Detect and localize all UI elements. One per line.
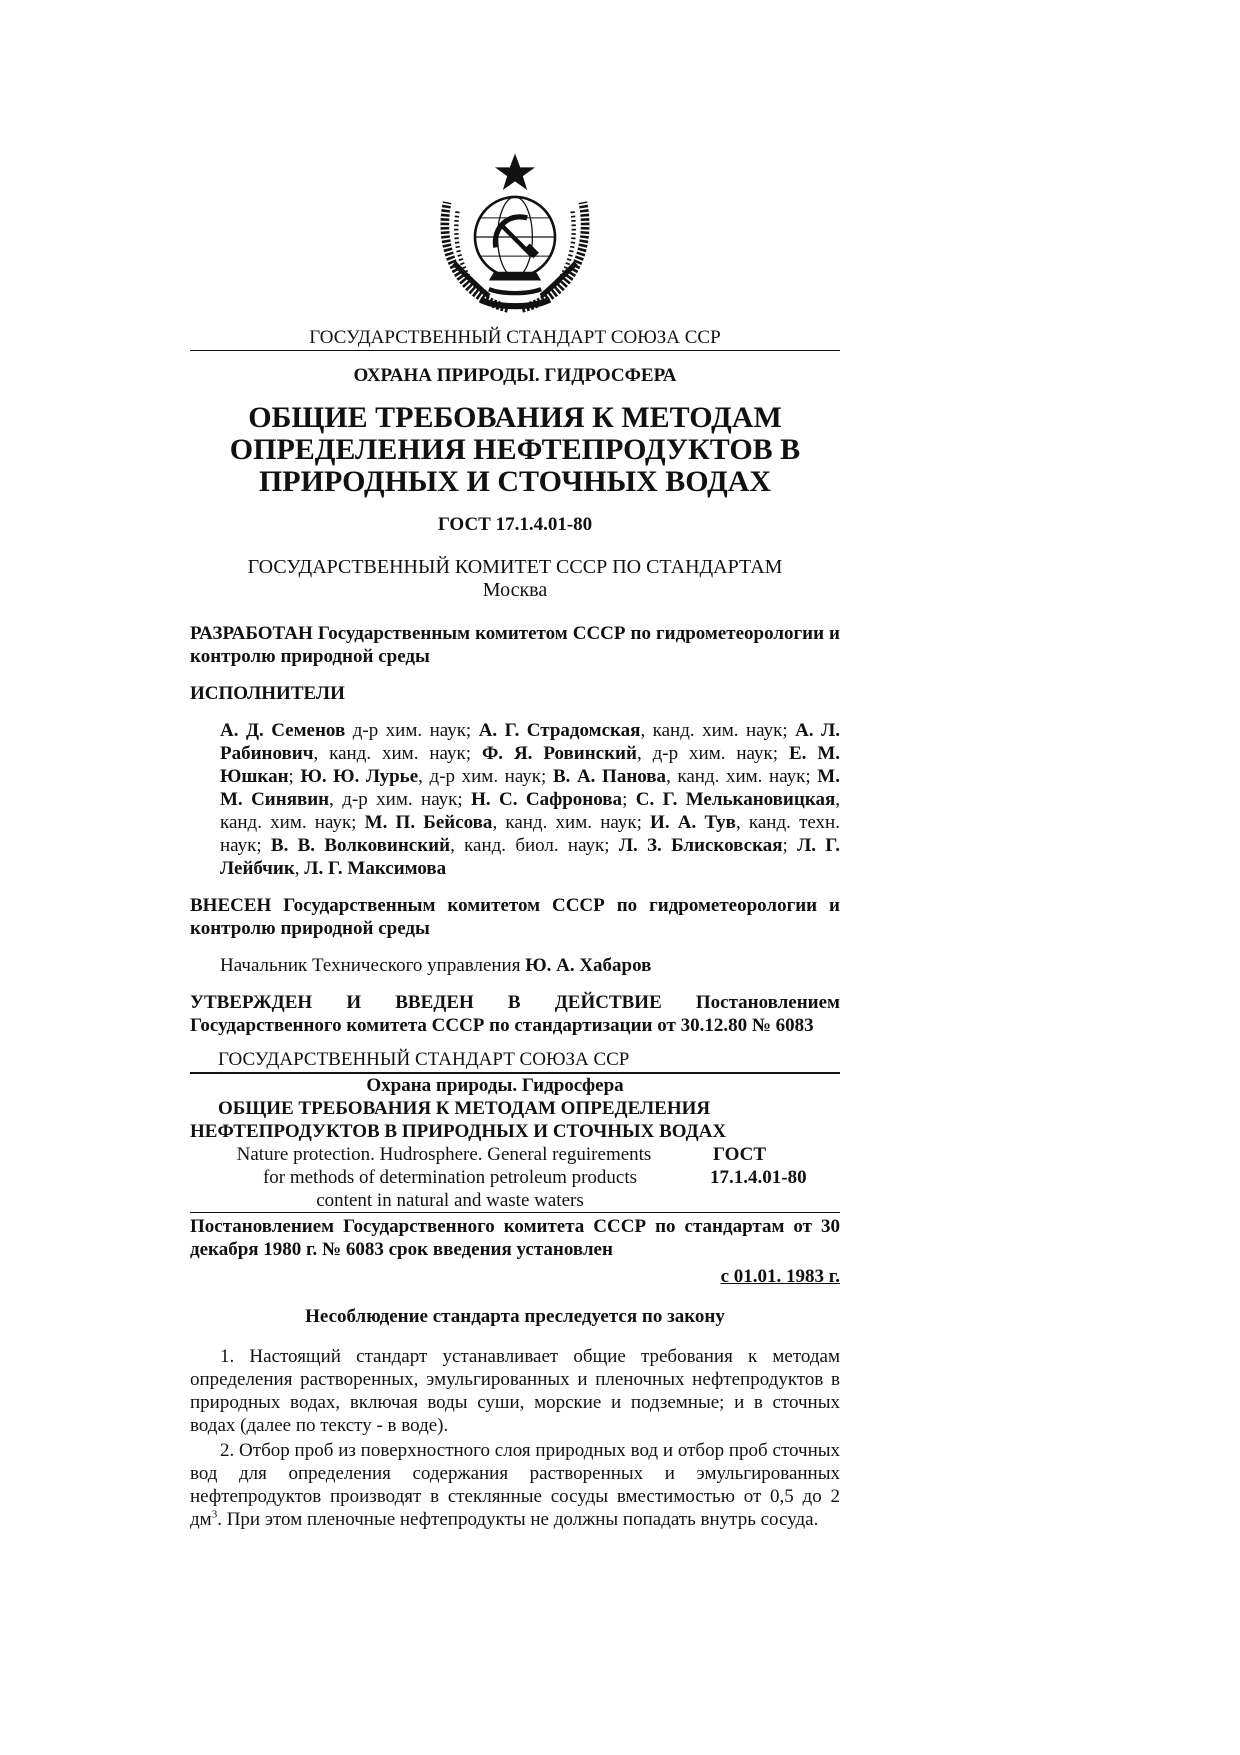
developed-label: РАЗРАБОТАН (190, 623, 313, 644)
executor-degree: , канд. биол. наук; (450, 835, 619, 856)
executor-name: М. П. Бейсова (364, 812, 493, 833)
decree-text: Постановлением Государственного комитета СССР по стандартам от 30 декабря 1980 г. № 6083 срок введения установлен (190, 1216, 840, 1260)
developed-block (190, 622, 840, 668)
executor-degree: , д-р хим. наук; (636, 743, 789, 764)
ussr-state-emblem-icon (428, 150, 602, 324)
introduced-block: ВНЕСЕН Государственным комитетом СССР по гидрометеорологии и контролю природной среды (190, 895, 840, 939)
executor-degree: ; (622, 789, 636, 810)
executor-degree: д-р хим. наук; (345, 720, 479, 741)
title-line: ПРИРОДНЫХ И СТОЧНЫХ ВОДАХ (258, 465, 772, 498)
executor-degree: , канд. хим. наук; (640, 720, 796, 741)
paragraph-1: 1. Настоящий стандарт устанавливает общие требования к методам определения растворенных, эмульгированных и пленочных нефтепродуктов в природных водах, включая воды суши, морские и подземные; и в сточных водах (далее по тексту - в воде). (190, 1346, 840, 1436)
executor-degree: ; (288, 766, 301, 787)
chief-name: Ю. А. Хабаров (525, 955, 652, 976)
executor-name: В. А. Панова (552, 766, 667, 787)
standard-title (190, 1097, 840, 1143)
executor-name: А. Д. Семенов (220, 720, 346, 741)
executor-name: С. Г. Мелькановицкая (635, 789, 836, 810)
executor-name: Л. Г. Лейбчик (220, 835, 840, 879)
executor-name: А. Л. Рабинович (220, 720, 840, 764)
executor-degree: , канд. хим. наук; (220, 789, 841, 833)
executor-degree: , канд. техн. наук; (220, 812, 840, 856)
paragraph-2-tail: . При этом пленочные нефтепродукты не должны попадать внутрь сосуда. (217, 1509, 819, 1530)
legal-notice: Несоблюдение стандарта преследуется по закону (305, 1306, 725, 1327)
title-line: ОБЩИЕ ТРЕБОВАНИЯ К МЕТОДАМ (248, 401, 782, 434)
executors-heading: ИСПОЛНИТЕЛИ (190, 683, 345, 704)
standard-line-top: ГОСУДАРСТВЕННЫЙ СТАНДАРТ СОЮЗА ССР (309, 327, 721, 348)
committee-block (190, 556, 840, 602)
executor-name: И. А. Тув (650, 812, 736, 833)
divider (190, 1212, 840, 1213)
executor-degree: , д-р хим. наук; (329, 789, 472, 810)
executor-name: Л. З. Блисковская (618, 835, 783, 856)
executor-degree: , (294, 858, 305, 879)
english-caption-line: for methods of determination petroleum products (262, 1167, 638, 1188)
executor-name: Ю. Ю. Лурье (300, 766, 419, 787)
section-heading: ОХРАНА ПРИРОДЫ. ГИДРОСФЕРА (353, 365, 677, 386)
standard-title-line: ОБЩИЕ ТРЕБОВАНИЯ К МЕТОДАМ ОПРЕДЕЛЕНИЯ (218, 1098, 711, 1119)
paragraph-2 (190, 1439, 840, 1531)
executor-name: Ф. Я. Ровинский (481, 743, 637, 764)
executor-degree: , д-р хим. наук; (418, 766, 553, 787)
executor-name: М. М. Синявин (220, 766, 840, 810)
document-title (190, 402, 840, 498)
gost-number: ГОСТ 17.1.4.01-80 (437, 514, 593, 535)
developed-text: Государственным комитетом СССР по гидрометеорологии и контролю природной среды (190, 623, 841, 667)
executor-name: Е. М. Юшкан (220, 743, 840, 787)
executor-degree: ; (782, 835, 798, 856)
gost-number-right: 17.1.4.01-80 (710, 1167, 807, 1188)
executors-list (190, 719, 840, 880)
executor-name: Л. Г. Максимова (304, 858, 447, 879)
document-page (190, 150, 840, 1531)
english-caption-line: Nature protection. Hudrosphere. General reguirements (236, 1144, 652, 1165)
executor-degree: , канд. хим. наук; (666, 766, 818, 787)
approved-block: УТВЕРЖДЕН И ВВЕДЕН В ДЕЙСТВИЕ Постановлением Государственного комитета СССР по стандартизации от 30.12.80 № 6083 (190, 992, 840, 1036)
committee-name: ГОСУДАРСТВЕННЫЙ КОМИТЕТ СССР ПО СТАНДАРТАМ (247, 556, 783, 578)
executor-name: В. В. Волковинский (270, 835, 451, 856)
chief-line (190, 954, 840, 977)
divider (190, 350, 840, 351)
standard-title-line: НЕФТЕПРОДУКТОВ В ПРИРОДНЫХ И СТОЧНЫХ ВОДАХ (190, 1121, 727, 1142)
title-line: ОПРЕДЕЛЕНИЯ НЕФТЕПРОДУКТОВ В (229, 433, 801, 466)
executor-name: А. Г. Страдомская (478, 720, 641, 741)
gost-label: ГОСТ (713, 1144, 767, 1165)
chief-prefix: Начальник Технического управления (220, 955, 526, 976)
city: Москва (482, 579, 548, 601)
executor-degree: , канд. хим. наук; (313, 743, 482, 764)
executor-name: Н. С. Сафронова (471, 789, 623, 810)
effective-date: с 01.01. 1983 г. (720, 1266, 840, 1287)
executor-degree: , канд. хим. наук; (492, 812, 651, 833)
standard-line-bottom: ГОСУДАРСТВЕННЫЙ СТАНДАРТ СОЮЗА ССР (218, 1049, 630, 1070)
english-caption (190, 1143, 840, 1212)
english-caption-line: content in natural and waste waters (316, 1190, 584, 1211)
standard-section: Охрана природы. Гидросфера (366, 1075, 624, 1096)
superscript: 3 (211, 1508, 218, 1521)
paragraph-2-text: 2. Отбор проб из поверхностного слоя природных вод и отбор проб сточных вод для определения содержания растворенных и эмульгированных нефтепродуктов производят в стеклянные сосуды вместимостью от 0,5 до 2 дм (190, 1440, 840, 1530)
